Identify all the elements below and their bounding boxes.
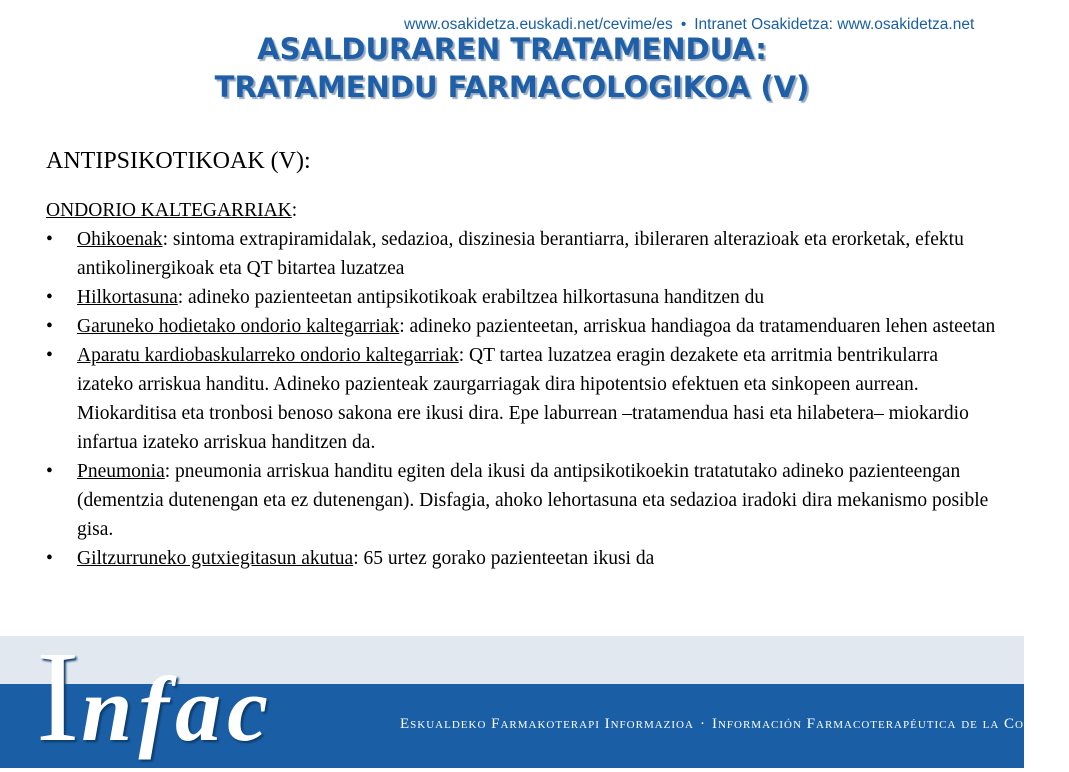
item-text: : 65 urtez gorako pazienteetan ikusi da — [353, 548, 655, 569]
slide-title — [0, 30, 1024, 106]
bullet-icon: • — [46, 548, 53, 569]
list-item — [46, 457, 996, 544]
bullet-icon: • — [46, 229, 53, 250]
slide-body — [46, 146, 996, 573]
subsection-title — [46, 196, 996, 225]
logo-initial: I — [36, 625, 82, 769]
item-lead: Hilkortasuna — [77, 287, 178, 308]
list-item — [46, 225, 996, 283]
list-item — [46, 341, 996, 457]
infac-logo — [36, 622, 274, 772]
cevime-link[interactable]: www.osakidetza.euskadi.net/cevime/es — [404, 16, 673, 33]
logo-rest: nfac — [81, 658, 274, 760]
bullet-icon: • — [46, 461, 53, 482]
slide-title-line-2: TRATAMENDU FARMACOLOGIKOA (V) — [214, 70, 810, 104]
caption-spanish: Información Farmacoterapéutica de la Comarca — [711, 716, 1069, 732]
item-text: : sintoma extrapiramidalak, sedazioa, diszinesia berantiarra, ibileraren alterazioak eta erorketak, efektu antikolinergikoak eta QT bitartea luzatzea — [77, 229, 964, 279]
item-text: : adineko pazienteetan, arriskua handiagoa da tratamenduaren lehen asteetan — [399, 316, 996, 337]
effects-list — [46, 225, 996, 573]
caption-separator: · — [699, 716, 706, 732]
item-text: : adineko pazienteetan antipsikotikoak erabiltzea hilkortasuna handitzen du — [177, 287, 765, 308]
intranet-link[interactable]: Intranet Osakidetza: www.osakidetza.net — [694, 16, 975, 33]
subsection-colon: : — [291, 200, 298, 221]
item-text: : QT tartea luzatzea eragin dezakete eta arritmia bentrikularra izateko arriskua handitu. Adineko pazienteak zaurgarriagak dira hipotentsio efektuen eta sinkopeen aurrean. Miokarditisa eta tronbosi benoso sakona ere ikusi dira. Epe laburrean –tratamendua hasi eta hilabetera– miokardio infartua izateko arriskua handitzen da. — [77, 345, 969, 453]
caption-basque: Eskualdeko Farmakoterapi Informazioa — [400, 716, 694, 732]
item-lead: Aparatu kardiobaskularreko ondorio kaltegarriak — [77, 345, 459, 366]
list-item — [46, 312, 996, 341]
slide-title-line-1: ASALDURAREN TRATAMENDUA: — [257, 32, 767, 66]
item-lead: Garuneko hodietako ondorio kaltegarriak — [77, 316, 400, 337]
list-item — [46, 283, 996, 312]
footer-caption — [400, 716, 1069, 733]
list-item — [46, 544, 996, 573]
bullet-icon: • — [46, 316, 53, 337]
subsection-label: ONDORIO KALTEGARRIAK — [46, 200, 292, 221]
footer-links — [404, 16, 974, 34]
bullet-icon: • — [46, 287, 53, 308]
item-lead: Giltzurruneko gutxiegitasun akutua — [77, 548, 354, 569]
item-text: : pneumonia arriskua handitu egiten dela ikusi da antipsikotikoekin tratatutako adineko pazienteengan (dementzia dutenengan eta ez dutenengan). Disfagia, ahoko lehortasuna eta sedazioa iradoki dira mekanismo posible gisa. — [77, 461, 989, 540]
item-lead: Ohikoenak — [77, 229, 163, 250]
bullet-icon: • — [46, 345, 53, 366]
section-heading: ANTIPSIKOTIKOAK (V): — [46, 148, 311, 174]
item-lead: Pneumonia — [77, 461, 165, 482]
footer-link-separator: • — [680, 16, 687, 33]
